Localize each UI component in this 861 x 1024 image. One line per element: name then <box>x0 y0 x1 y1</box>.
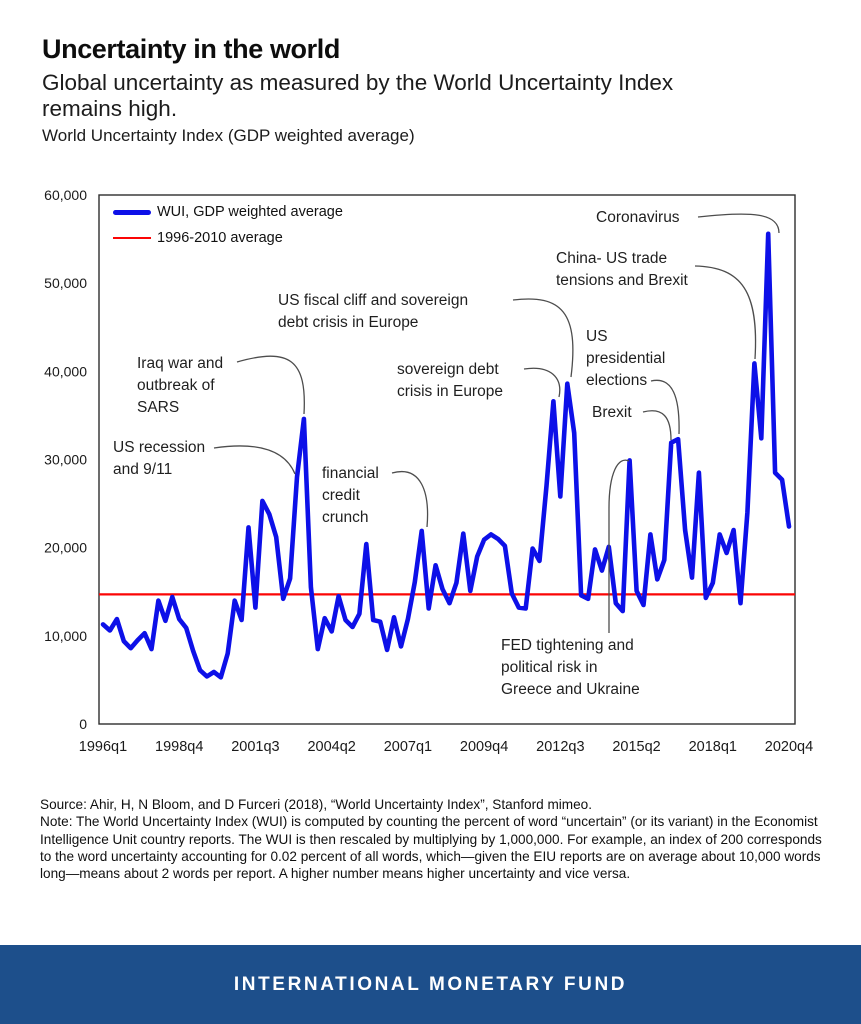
annotation-coronavirus: Coronavirus <box>596 209 680 226</box>
annotation-leader-iraq-war-sars <box>237 356 304 414</box>
annotation-leader-us-presidential-elections <box>651 380 679 434</box>
source-note-block <box>40 796 834 882</box>
x-tick-label: 2012q3 <box>536 739 585 755</box>
annotation-leader-us-fiscal-cliff <box>513 299 573 377</box>
plot-frame <box>99 195 795 724</box>
legend-row-average <box>113 229 343 247</box>
y-tick-label: 40,000 <box>44 363 87 380</box>
y-tick-label: 10,000 <box>44 627 87 644</box>
annotation-leader-financial-credit-crunch <box>392 472 428 527</box>
annotation-leader-china-us-trade <box>695 266 756 359</box>
imf-footer-text: INTERNATIONAL MONETARY FUND <box>233 973 628 995</box>
x-tick-label: 2007q1 <box>383 739 433 755</box>
annotation-iraq-war-sars: Iraq war and outbreak of SARS <box>137 355 224 416</box>
y-tick-label: 0 <box>79 716 87 732</box>
annotation-leader-brexit <box>643 411 671 440</box>
axis-unit-label: World Uncertainty Index (GDP weighted average) <box>42 126 415 145</box>
note-line: Note: The World Uncertainty Index (WUI) is computed by counting the percent of word “uncertain” (or its variant) in the Economist Intelligence Unit country reports. The WUI is then rescaled by multiplying by 1,000,000. For example, an index of 200 corresponds to the word uncertainty accounting for 0.02 percent of all words, which—given the EIU reports are on average about 10,000 words long—means about 2 words per report. A higher number means higher uncertainty and vice versa. <box>40 814 822 882</box>
annotation-brexit: Brexit <box>592 404 632 421</box>
wui-line-swatch-icon <box>113 210 151 215</box>
page-title-text: Uncertainty in the world <box>42 34 340 64</box>
x-tick-label: 1998q4 <box>155 739 204 755</box>
annotation-fed-tightening-greece-ukraine: FED tightening and political risk in Greece and Ukraine <box>501 637 640 698</box>
x-tick-label: 2018q1 <box>688 739 737 755</box>
y-tick-label: 20,000 <box>44 539 87 556</box>
annotation-leader-us-recession-911 <box>214 446 295 474</box>
subtitle-line-2: remains high. <box>42 96 178 121</box>
x-tick-label: 2001q3 <box>231 739 280 755</box>
legend-row-wui <box>113 203 343 221</box>
source-line: Source: Ahir, H, N Bloom, and D Furceri (2018), “World Uncertainty Index”, Stanford mimeo. <box>40 797 593 812</box>
annotation-us-fiscal-cliff: US fiscal cliff and sovereign debt crisis in Europe <box>278 292 469 331</box>
annotation-sovereign-debt-europe: sovereign debt crisis in Europe <box>397 361 503 400</box>
x-tick-label: 2009q4 <box>459 739 509 755</box>
x-tick-label: 2004q2 <box>307 739 356 755</box>
y-tick-label: 60,000 <box>44 187 87 203</box>
y-tick-label: 50,000 <box>44 275 87 292</box>
x-tick-label: 1996q1 <box>78 739 128 755</box>
annotation-leader-coronavirus <box>698 214 779 233</box>
annotation-financial-credit-crunch: financial credit crunch <box>322 465 379 526</box>
legend-label-wui: WUI, GDP weighted average <box>157 204 343 220</box>
imf-footer-bar <box>0 945 861 1024</box>
average-line-swatch-icon <box>113 237 151 240</box>
annotation-us-presidential-elections: US presidential elections <box>586 328 666 389</box>
x-tick-label: 2020q4 <box>764 739 814 755</box>
annotation-leader-sovereign-debt-europe <box>524 368 560 397</box>
subtitle-line-1: Global uncertainty as measured by the World Uncertainty Index <box>42 70 674 95</box>
chart-legend <box>113 203 343 255</box>
legend-label-average: 1996-2010 average <box>157 230 283 246</box>
y-tick-label: 30,000 <box>44 451 87 468</box>
annotation-us-recession-911: US recession and 9/11 <box>113 439 206 478</box>
annotation-china-us-trade: China- US trade tensions and Brexit <box>556 250 688 289</box>
x-tick-label: 2015q2 <box>612 739 661 755</box>
